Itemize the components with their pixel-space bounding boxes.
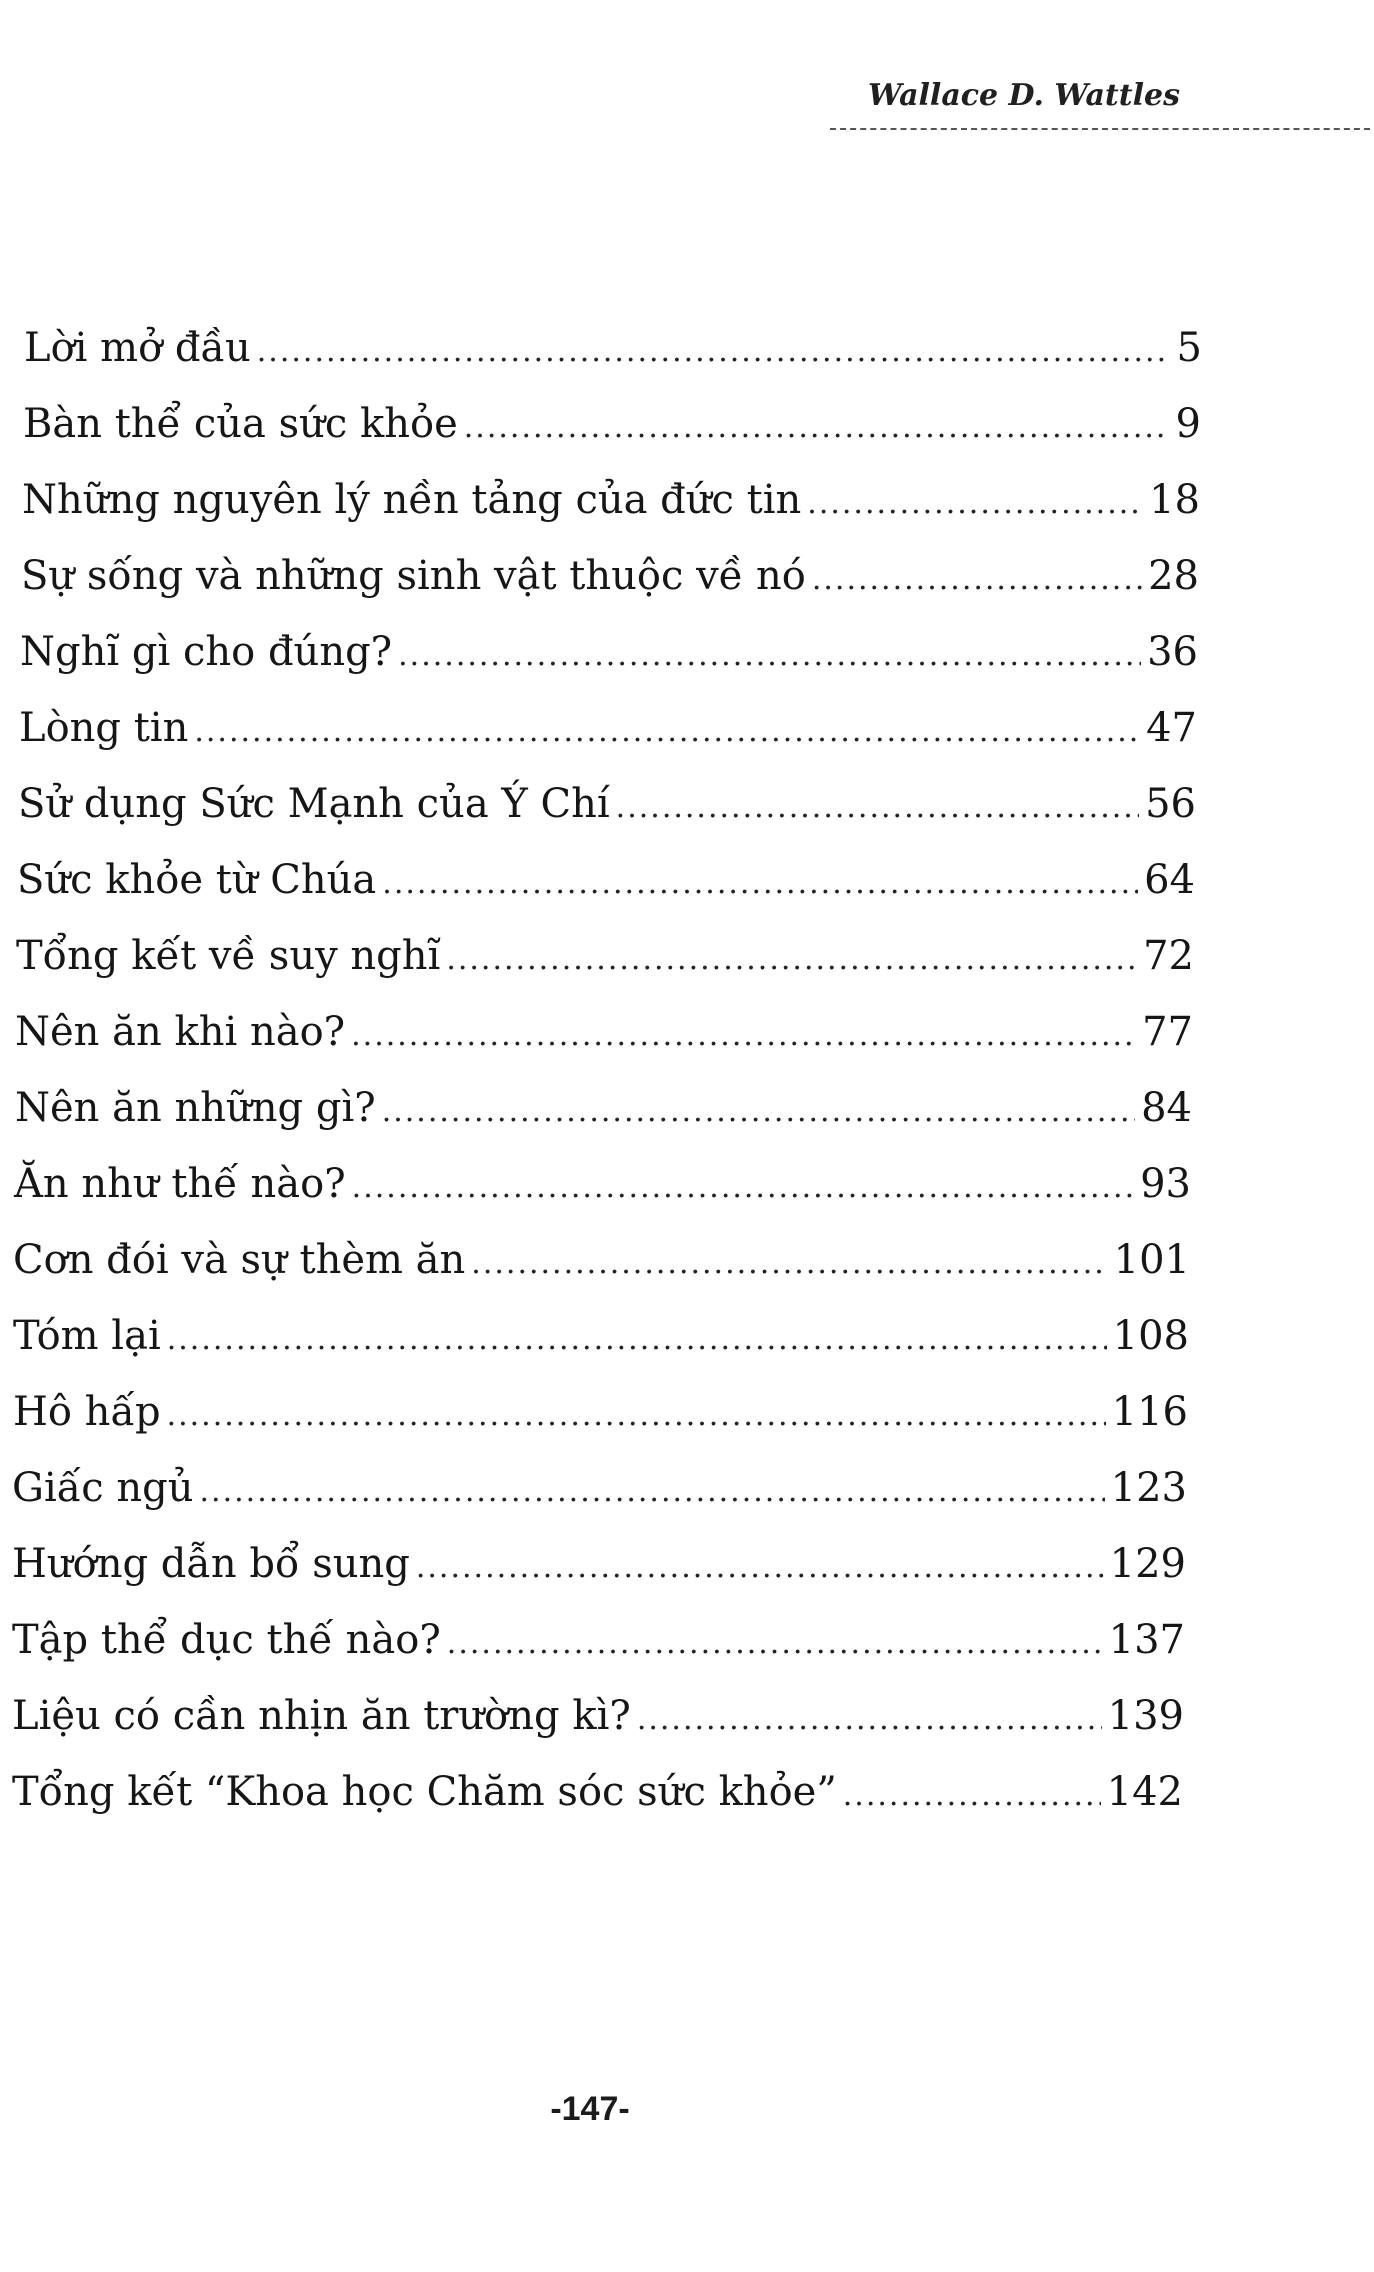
toc-entry-page: 93 (1140, 1161, 1191, 1207)
toc-entry-page: 84 (1141, 1085, 1192, 1131)
toc-entry-title: Sử dụng Sức Mạnh của Ý Chí (18, 781, 610, 827)
toc-entry (13, 1382, 1188, 1442)
header-rule (830, 128, 1370, 130)
toc-entry-title: Những nguyên lý nền tảng của đức tin (22, 477, 802, 523)
toc-leader-dots (471, 1234, 1107, 1294)
toc-leader-dots (812, 550, 1142, 610)
toc-entry-title: Tóm lại (13, 1313, 161, 1359)
toc-entry-page: 123 (1110, 1465, 1187, 1511)
toc-entry-title: Hướng dẫn bổ sung (12, 1541, 410, 1587)
toc-entry-page: 101 (1113, 1237, 1190, 1283)
toc-leader-dots (398, 626, 1141, 686)
toc-entry-page: 9 (1175, 401, 1201, 447)
toc-leader-dots (464, 398, 1170, 458)
toc-leader-dots (616, 778, 1139, 838)
toc-leader-dots (382, 854, 1138, 914)
toc-leader-dots (637, 1690, 1102, 1750)
toc-leader-dots (843, 1766, 1101, 1826)
toc-entry-title: Lòng tin (19, 705, 189, 751)
toc-entry (16, 926, 1194, 986)
toc-entry (13, 1306, 1189, 1366)
toc-entry (15, 1002, 1193, 1062)
toc-entry (12, 1686, 1184, 1746)
toc-entry (17, 850, 1195, 910)
toc-entry-page: 129 (1109, 1541, 1186, 1587)
toc-leader-dots (167, 1310, 1107, 1370)
toc-entry-title: Tổng kết về suy nghĩ (16, 933, 441, 979)
author-name: Wallace D. Wattles (868, 78, 1180, 113)
toc-leader-dots (200, 1462, 1105, 1522)
toc-entry-title: Tổng kết “Khoa học Chăm sóc sức khỏe” (12, 1769, 837, 1815)
toc-entry (24, 318, 1202, 378)
toc-leader-dots (446, 930, 1137, 990)
toc-entry-title: Ăn như thế nào? (14, 1161, 346, 1207)
toc-entry-title: Nên ăn khi nào? (15, 1009, 346, 1055)
page-number: -147- (550, 2090, 630, 2128)
toc-entry-page: 28 (1148, 553, 1199, 599)
toc-entry (18, 774, 1196, 834)
toc-leader-dots (351, 1006, 1136, 1066)
toc-entry (20, 622, 1198, 682)
running-header (830, 78, 1370, 138)
toc-entry-page: 5 (1176, 325, 1202, 371)
toc-entry-title: Bàn thể của sức khỏe (23, 401, 458, 447)
toc-entry (15, 1078, 1192, 1138)
toc-entry-title: Cơn đói và sự thèm ăn (13, 1237, 466, 1283)
toc-entry-page: 77 (1142, 1009, 1193, 1055)
toc-leader-dots (382, 1082, 1135, 1142)
toc-entry (21, 546, 1199, 606)
toc-entry-title: Nghĩ gì cho đúng? (20, 629, 393, 675)
toc-entry-title: Liệu có cần nhịn ăn trường kì? (12, 1693, 631, 1739)
toc-entry-title: Giấc ngủ (12, 1465, 194, 1511)
toc-entry-page: 47 (1146, 705, 1197, 751)
toc-entry-page: 116 (1111, 1389, 1188, 1435)
toc-entry-title: Tập thể dục thế nào? (12, 1617, 441, 1663)
toc-entry-title: Nên ăn những gì? (15, 1085, 376, 1131)
toc-entry (12, 1610, 1185, 1670)
toc-entry (19, 698, 1197, 758)
toc-entry (23, 394, 1201, 454)
toc-entry-page: 72 (1143, 933, 1194, 979)
toc-entry-page: 64 (1144, 857, 1195, 903)
toc-entry-page: 56 (1145, 781, 1196, 827)
toc-entry (12, 1534, 1186, 1594)
toc-entry-page: 36 (1147, 629, 1198, 675)
toc-leader-dots (807, 474, 1143, 534)
toc-entry-page: 139 (1107, 1693, 1184, 1739)
toc-leader-dots (416, 1538, 1104, 1598)
toc-entry-page: 108 (1112, 1313, 1189, 1359)
toc-leader-dots (194, 702, 1140, 762)
toc-leader-dots (257, 322, 1171, 382)
toc-entry (13, 1230, 1190, 1290)
toc-entry (12, 1458, 1187, 1518)
toc-leader-dots (167, 1386, 1106, 1446)
toc-entry-title: Hô hấp (13, 1389, 161, 1435)
toc-leader-dots (352, 1158, 1134, 1218)
toc-entry-page: 142 (1106, 1769, 1183, 1815)
toc-entry (22, 470, 1200, 530)
toc-entry (12, 1762, 1183, 1822)
toc-entry-page: 18 (1149, 477, 1200, 523)
toc-entry-title: Lời mở đầu (24, 325, 251, 371)
toc-leader-dots (447, 1614, 1103, 1674)
toc-entry-title: Sự sống và những sinh vật thuộc về nó (21, 553, 806, 599)
toc-entry-page: 137 (1108, 1617, 1185, 1663)
toc-entry (14, 1154, 1191, 1214)
toc-entry-title: Sức khỏe từ Chúa (17, 857, 377, 903)
